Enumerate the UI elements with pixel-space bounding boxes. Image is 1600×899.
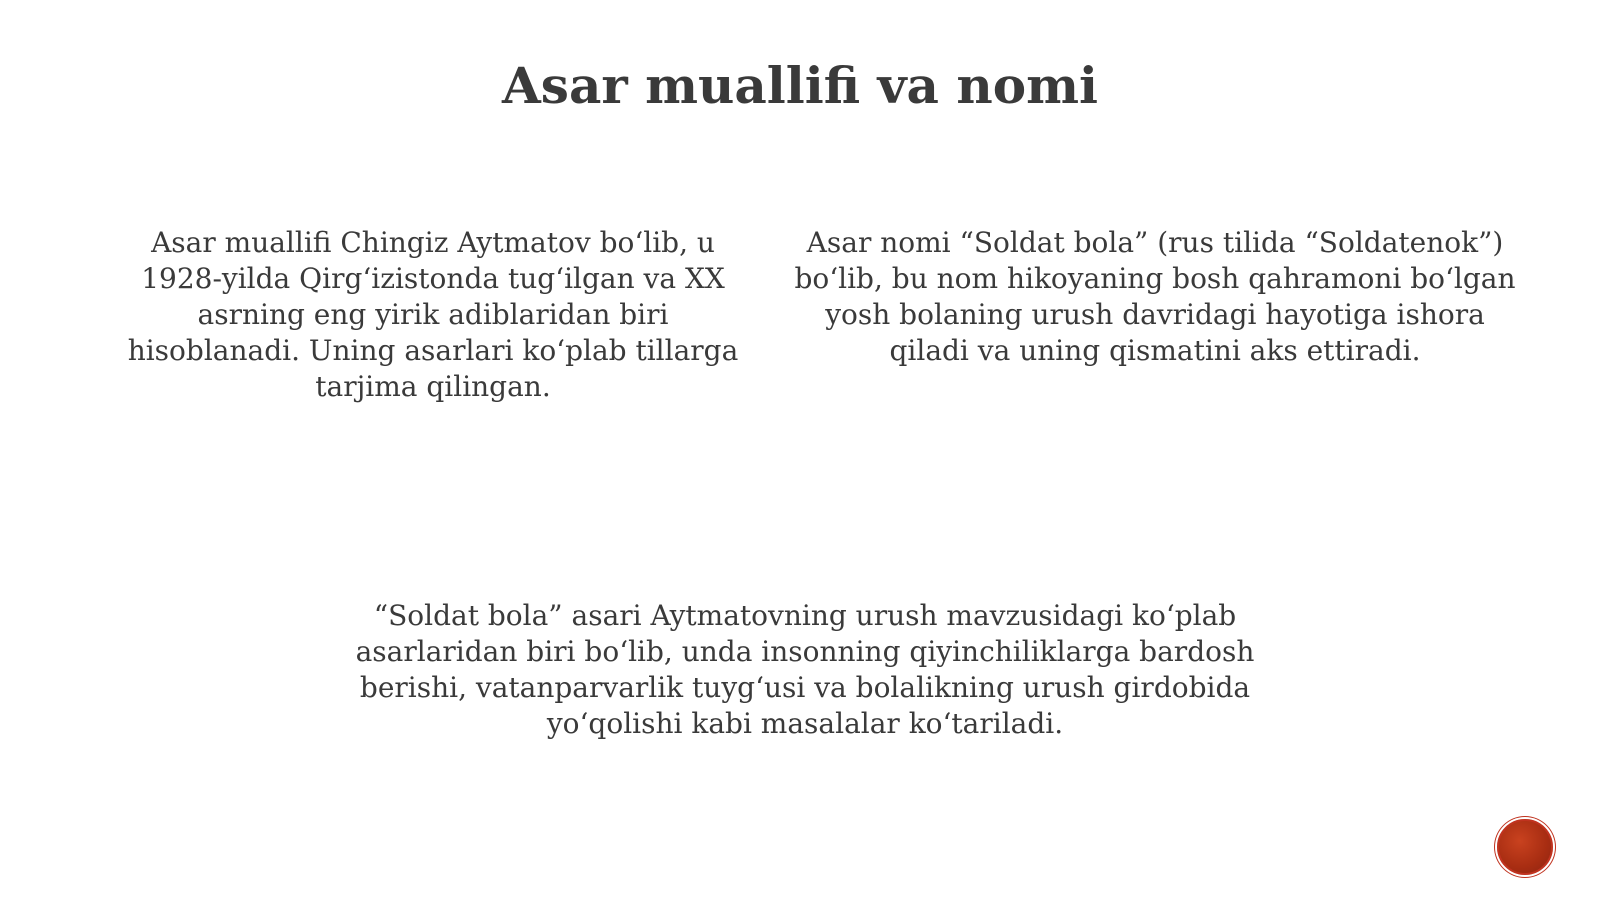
title-paragraph: Asar nomi “Soldat bola” (rus tilida “Soldatenok”) bo‘lib, bu nom hikoyaning bosh qahramoni bo‘lgan yosh bolaning urush davridagi hayotiga ishora qiladi va uning qismatini aks ettiradi. [794,226,1516,367]
slide-title: Asar muallifi va nomi [502,56,1098,115]
author-paragraph: Asar muallifi Chingiz Aytmatov bo‘lib, u 1928-yilda Qirg‘izistonda tug‘ilgan va XX asrning eng yirik adiblaridan biri hisoblanadi. Uning asarlari ko‘plab tillarga tarjima qilingan. [127,226,739,403]
theme-paragraph: “Soldat bola” asari Aytmatovning urush mavzusidagi ko‘plab asarlaridan biri bo‘lib, unda insonning qiyinchiliklarga bardosh berishi, vatanparvarlik tuyg‘usi va bolalikning urush girdobida yo‘qolishi kabi masalalar ko‘tariladi. [355,599,1255,740]
slide-nav-button[interactable] [1497,819,1553,875]
